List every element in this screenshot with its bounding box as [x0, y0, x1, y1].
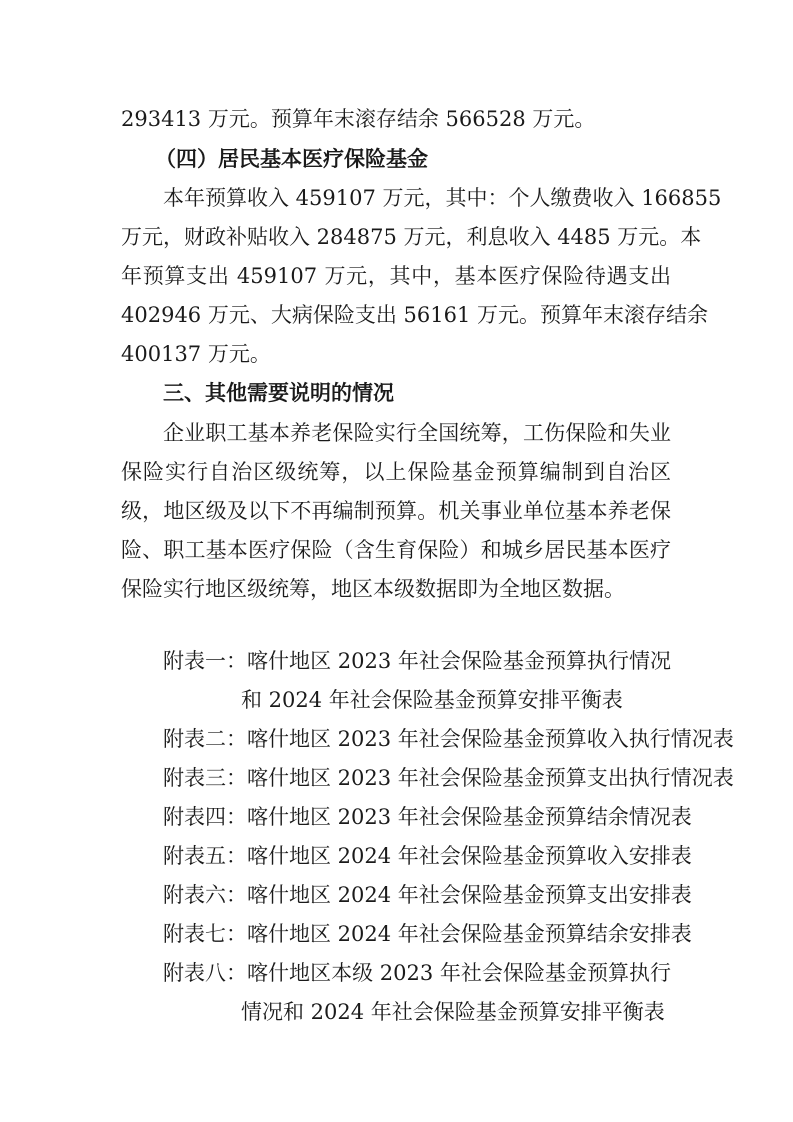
appendix-item-8: 附表八：喀什地区本级 2023 年社会保险基金预算执行 — [163, 961, 671, 985]
section-heading-resident-medical-fund: （四）居民基本医疗保险基金 — [155, 147, 428, 171]
paragraph-line: 保险实行地区级统筹，地区本级数据即为全地区数据。 — [121, 577, 625, 601]
paragraph-line: 400137 万元。 — [121, 342, 271, 366]
section-heading-other-notes: 三、其他需要说明的情况 — [163, 381, 394, 405]
appendix-item-5: 附表五：喀什地区 2024 年社会保险基金预算收入安排表 — [163, 844, 692, 868]
appendix-item-8-continued: 情况和 2024 年社会保险基金预算安排平衡表 — [241, 1000, 665, 1024]
appendix-item-6: 附表六：喀什地区 2024 年社会保险基金预算支出安排表 — [163, 883, 692, 907]
appendix-item-7: 附表七：喀什地区 2024 年社会保险基金预算结余安排表 — [163, 922, 692, 946]
paragraph-line: 293413 万元。预算年末滚存结余 566528 万元。 — [121, 107, 596, 131]
paragraph-line: 本年预算收入 459107 万元，其中：个人缴费收入 166855 — [163, 186, 722, 210]
paragraph-line: 402946 万元、大病保险支出 56161 万元。预算年末滚存结余 — [121, 303, 708, 327]
paragraph-line: 级，地区级及以下不再编制预算。机关事业单位基本养老保 — [121, 499, 671, 523]
paragraph-line: 保险实行自治区级统筹，以上保险基金预算编制到自治区 — [121, 460, 671, 484]
appendix-item-1-continued: 和 2024 年社会保险基金预算安排平衡表 — [241, 688, 623, 712]
appendix-item-2: 附表二：喀什地区 2023 年社会保险基金预算收入执行情况表 — [163, 727, 734, 751]
appendix-item-4: 附表四：喀什地区 2023 年社会保险基金预算结余情况表 — [163, 805, 692, 829]
paragraph-line: 万元，财政补贴收入 284875 万元，利息收入 4485 万元。本 — [121, 225, 702, 249]
paragraph-line: 险、职工基本医疗保险（含生育保险）和城乡居民基本医疗 — [121, 538, 671, 562]
appendix-item-1: 附表一：喀什地区 2023 年社会保险基金预算执行情况 — [163, 649, 671, 673]
paragraph-line: 年预算支出 459107 万元，其中，基本医疗保险待遇支出 — [121, 264, 671, 288]
paragraph-line: 企业职工基本养老保险实行全国统筹，工伤保险和失业 — [163, 421, 671, 445]
appendix-item-3: 附表三：喀什地区 2023 年社会保险基金预算支出执行情况表 — [163, 766, 734, 790]
